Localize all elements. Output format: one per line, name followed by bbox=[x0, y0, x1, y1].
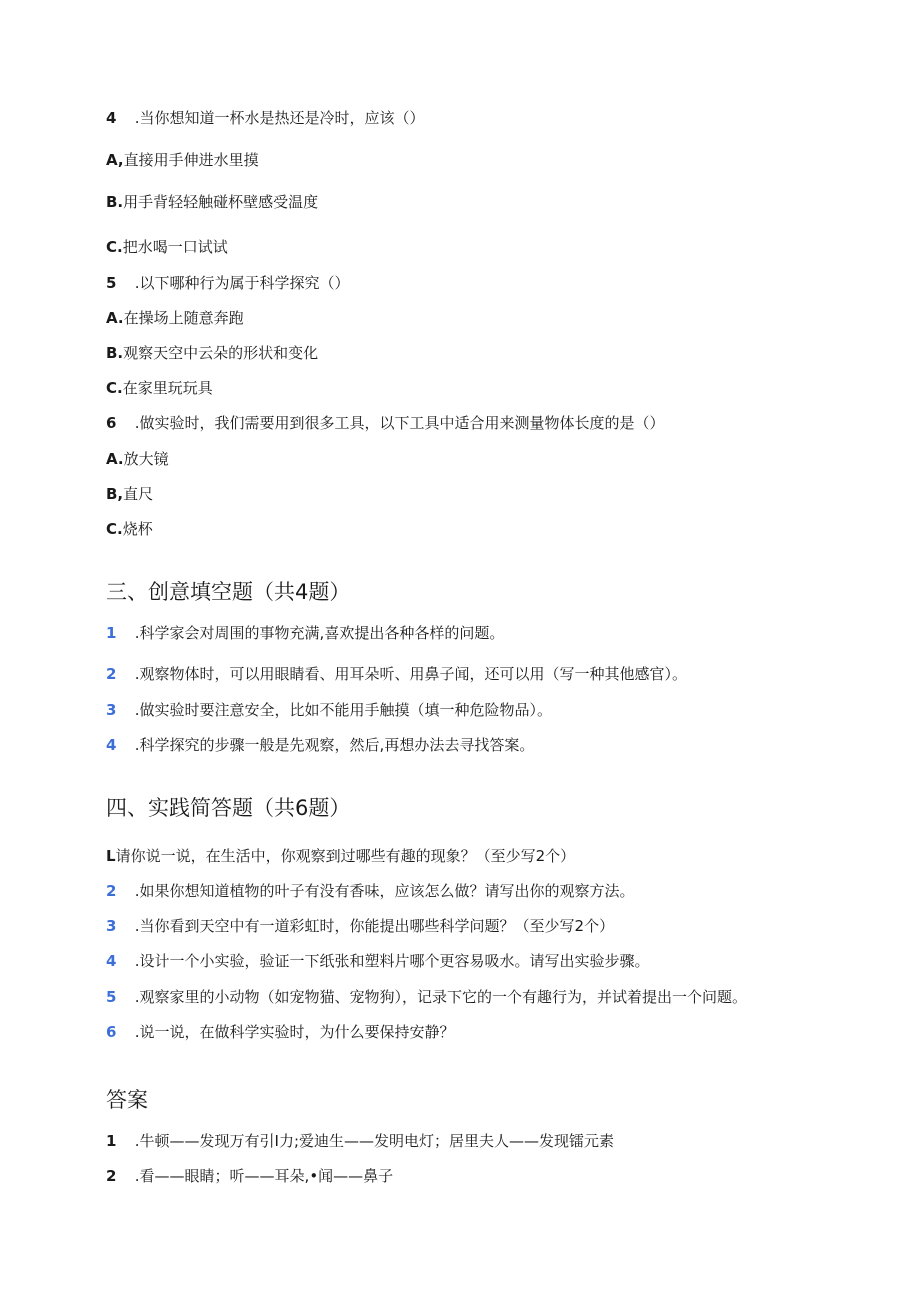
option-text: 观察天空中云朵的形状和变化 bbox=[123, 344, 319, 362]
answer-item-1 bbox=[106, 1131, 614, 1151]
option-label: B. bbox=[106, 193, 124, 211]
question-text: .做实验时，我们需要用到很多工具，以下工具中适合用来测量物体长度的是（） bbox=[134, 414, 665, 432]
option-label: A, bbox=[106, 151, 124, 169]
option-b bbox=[106, 343, 318, 363]
question-4 bbox=[106, 108, 425, 128]
item-text: .观察物体时，可以用眼睛看、用耳朵听、用鼻子闻，还可以用（写一种其他感官）。 bbox=[134, 665, 688, 683]
item-number: 6 bbox=[106, 1023, 117, 1041]
fill-in-item-4 bbox=[106, 735, 534, 755]
option-a bbox=[106, 449, 169, 469]
item-number: 1 bbox=[106, 1132, 117, 1150]
item-number: 3 bbox=[106, 917, 117, 935]
item-text: 请你说一说，在生活中，你观察到过哪些有趣的现象？（至少写2个） bbox=[115, 847, 576, 865]
short-answer-item-5 bbox=[106, 987, 747, 1007]
item-text: .如果你想知道植物的叶子有没有香味，应该怎么做？请写出你的观察方法。 bbox=[134, 882, 635, 900]
fill-in-item-2 bbox=[106, 664, 687, 684]
short-answer-item-1 bbox=[106, 846, 575, 866]
option-a bbox=[106, 150, 259, 170]
option-text: 直接用手伸进水里摸 bbox=[123, 151, 259, 169]
item-number: 2 bbox=[106, 665, 117, 683]
question-text: .当你想知道一杯水是热还是冷时，应该（） bbox=[134, 109, 425, 127]
option-text: 在家里玩玩具 bbox=[122, 379, 213, 397]
option-label: C. bbox=[106, 520, 123, 538]
item-number: 5 bbox=[106, 988, 117, 1006]
short-answer-item-2 bbox=[106, 881, 635, 901]
item-number: 2 bbox=[106, 1167, 117, 1185]
item-number: 1 bbox=[106, 624, 117, 642]
section-heading-fill-in: 三、创意填空题（共4题） bbox=[106, 580, 351, 604]
option-text: 在操场上随意奔跑 bbox=[123, 309, 244, 327]
option-text: 放大镜 bbox=[123, 450, 169, 468]
question-number: 4 bbox=[106, 109, 117, 127]
option-label: C. bbox=[106, 379, 123, 397]
item-number: 3 bbox=[106, 701, 117, 719]
item-number: 2 bbox=[106, 882, 117, 900]
question-5 bbox=[106, 273, 350, 293]
item-text: .看——眼睛；听——耳朵,•闻——鼻子 bbox=[134, 1167, 394, 1185]
option-c bbox=[106, 237, 228, 257]
item-text: .当你看到天空中有一道彩虹时，你能提出哪些科学问题？（至少写2个） bbox=[134, 917, 615, 935]
question-number: 6 bbox=[106, 414, 117, 432]
item-text: .设计一个小实验，验证一下纸张和塑料片哪个更容易吸水。请写出实验步骤。 bbox=[134, 952, 650, 970]
item-number: 4 bbox=[106, 736, 117, 754]
short-answer-item-3 bbox=[106, 916, 614, 936]
short-answer-item-6 bbox=[106, 1022, 455, 1042]
option-text: 把水喝一口试试 bbox=[122, 238, 228, 256]
item-text: .牛顿——发现万有引I力;爱迪生——发明电灯；居里夫人——发现镭元素 bbox=[134, 1132, 615, 1150]
section-heading-short-answer: 四、实践简答题（共6题） bbox=[106, 796, 351, 820]
item-text: .观察家里的小动物（如宠物猫、宠物狗），记录下它的一个有趣行为，并试着提出一个问题。 bbox=[134, 988, 748, 1006]
option-label: A. bbox=[106, 309, 124, 327]
option-b bbox=[106, 192, 318, 212]
question-number: 5 bbox=[106, 274, 117, 292]
option-label: B. bbox=[106, 344, 124, 362]
short-answer-item-4 bbox=[106, 951, 650, 971]
item-number: L bbox=[106, 847, 116, 865]
option-text: 烧杯 bbox=[122, 520, 153, 538]
question-text: .以下哪种行为属于科学探究（） bbox=[134, 274, 350, 292]
option-text: 用手背轻轻触碰杯壁感受温度 bbox=[123, 193, 319, 211]
question-6 bbox=[106, 413, 665, 433]
option-a bbox=[106, 308, 244, 328]
section-heading-answers: 答案 bbox=[106, 1088, 148, 1112]
fill-in-item-1 bbox=[106, 623, 504, 643]
option-label: B, bbox=[106, 485, 124, 503]
option-c bbox=[106, 519, 153, 539]
item-text: .科学家会对周围的事物充满,喜欢提出各种各样的问题。 bbox=[134, 624, 505, 642]
answer-item-2 bbox=[106, 1166, 393, 1186]
option-label: A. bbox=[106, 450, 124, 468]
item-text: .科学探究的步骤一般是先观察，然后,再想办法去寻找答案。 bbox=[134, 736, 535, 754]
fill-in-item-3 bbox=[106, 700, 552, 720]
option-label: C. bbox=[106, 238, 123, 256]
option-b bbox=[106, 484, 153, 504]
option-text: 直尺 bbox=[123, 485, 154, 503]
item-number: 4 bbox=[106, 952, 117, 970]
item-text: .说一说，在做科学实验时，为什么要保持安静？ bbox=[134, 1023, 455, 1041]
option-c bbox=[106, 378, 213, 398]
item-text: .做实验时要注意安全，比如不能用手触摸（填一种危险物品）。 bbox=[134, 701, 553, 719]
